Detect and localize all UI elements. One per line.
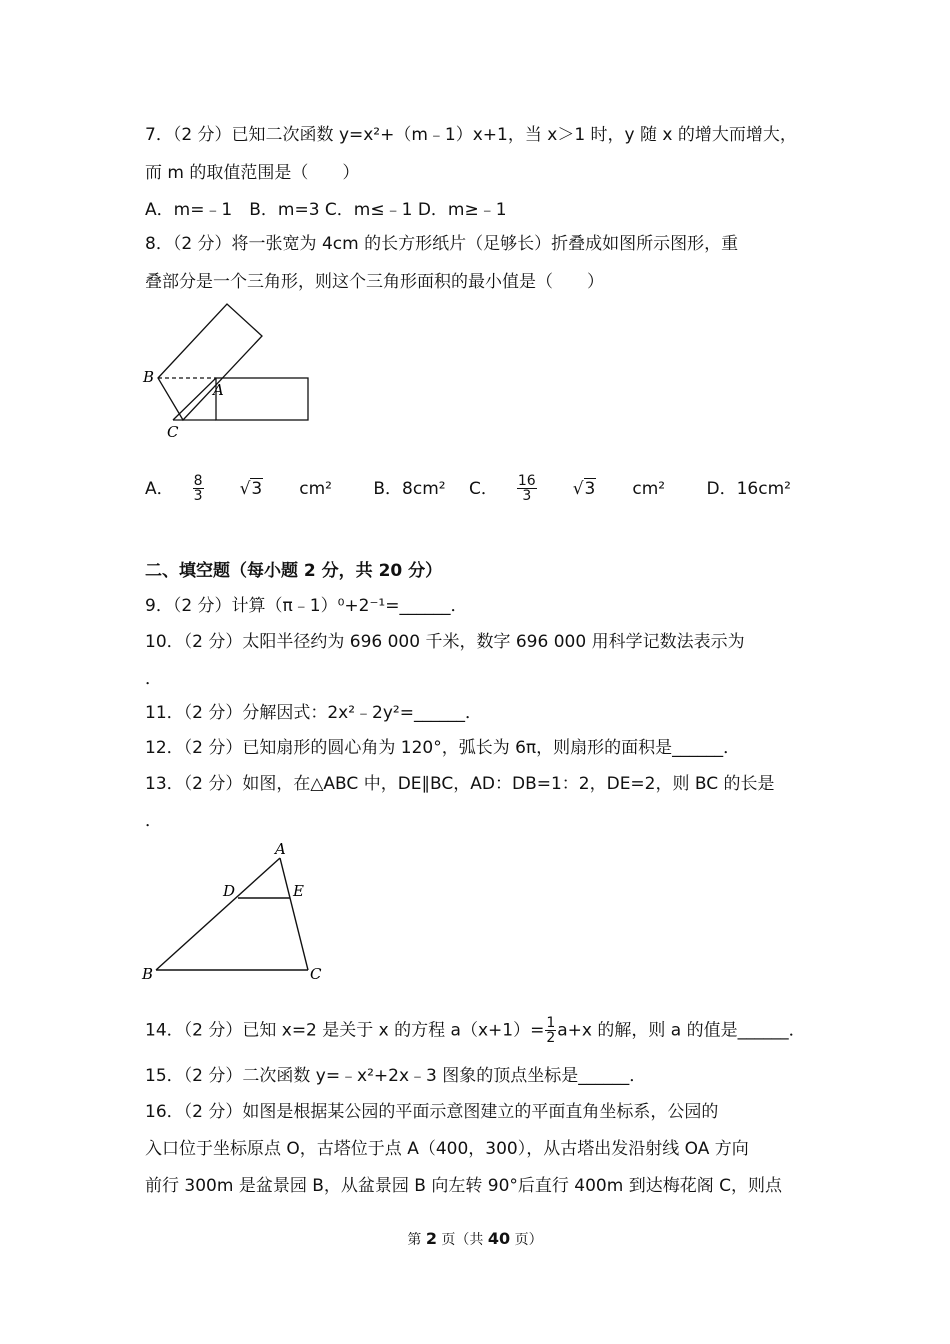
page-footer [0,1229,950,1249]
q8-line2: 叠部分是一个三角形，则这个三角形面积的最小值是（ ） [145,272,604,292]
q13-label-d: D [223,882,236,900]
q8-strip-upper [158,304,262,420]
q14-den: 2 [546,1030,556,1046]
footer-post: 页） [510,1232,543,1248]
q14-before: 14．（2 分）已知 x=2 是关于 x 的方程 a（x+1）= [145,1020,545,1041]
q8-options [145,474,809,503]
q8-label-a: A [213,381,224,399]
q9: 9．（2 分）计算（π﹣1）⁰+2⁻¹=______． [145,596,468,616]
footer-page-number: 2 [425,1229,437,1248]
q14 [145,1016,806,1045]
q16-line1: 16．（2 分）如图是根据某公园的平面示意图建立的平面直角坐标系，公园的 [145,1102,719,1122]
footer-pre: 第 [407,1232,426,1248]
q8-option-a [145,473,355,504]
q14-fraction [545,1016,556,1045]
q8-line1: 8．（2 分）将一张宽为 4cm 的长方形纸片（足够长）折叠成如图所示图形，重 [145,234,739,254]
q8-opt-a-prefix: A． [145,478,174,499]
q10-line1: 10．（2 分）太阳半径约为 696 000 千米，数字 696 000 用科学记数法表示为 [145,632,745,652]
q7-options: A．m=﹣1 B．m=3 C．m≤﹣1 D．m≥﹣1 [145,200,507,220]
q13-label-b: B [142,965,154,983]
q8-option-b: B．8cm² [373,478,446,499]
q16-line2: 入口位于坐标原点 O，古塔位于点 A（400，300），从古塔出发沿射线 OA 方向 [145,1139,749,1159]
q8-opt-a-den: 3 [193,488,203,504]
q8-label-b: B [143,368,155,386]
q8-label-c: C [167,423,179,441]
q8-opt-c-num: 16 [517,473,536,489]
q8-opt-a-rad: 3 [251,478,263,499]
q8-opt-a-num: 8 [193,473,203,489]
q8-opt-c-unit: cm² [632,478,666,499]
q8-opt-c-prefix: C． [468,478,498,499]
q8-opt-a-fraction [193,474,222,503]
q7-line1: 7．（2 分）已知二次函数 y=x²+（m﹣1）x+1，当 x＞1 时，y 随 x 的增大而增大， [145,125,797,145]
q7-line2: 而 m 的取值范围是（ ） [145,163,360,183]
q8-opt-c-fraction [517,474,555,503]
q15: 15．（2 分）二次函数 y=﹣x²+2x﹣3 图象的顶点坐标是______． [145,1066,647,1086]
q8-strip-lower [216,378,308,420]
q14-num: 1 [546,1015,556,1031]
q13-label-a: A [275,840,286,858]
q14-after: a+x 的解，则 a 的值是______． [557,1020,806,1041]
q8-opt-c-sqrt: √3 [572,478,596,499]
q13-side-ab [156,858,280,970]
q8-opt-a-sqrt: √3 [239,478,263,499]
q13-side-ac [280,858,308,970]
q8-figure [140,298,320,443]
q13-label-c: C [310,965,322,983]
q13-line1: 13．（2 分）如图，在△ABC 中，DE∥BC，AD：DB=1：2，DE=2，则 BC 的长是 [145,774,775,794]
q13-figure [140,838,330,988]
q13-label-e: E [293,882,304,900]
q13-line2: ． [145,811,162,831]
q8-option-d: D．16cm² [706,478,791,499]
q8-opt-c-rad: 3 [584,478,596,499]
footer-mid: 页（共 [436,1232,488,1248]
q10-line2: ． [145,669,162,689]
q8-option-c [468,473,689,504]
q8-opt-a-unit: cm² [299,478,332,499]
q8-fold-ac [173,378,216,420]
q8-opt-c-den: 3 [522,488,532,504]
section-2-title: 二、填空题（每小题 2 分，共 20 分） [145,561,443,581]
q11: 11．（2 分）分解因式：2x²﹣2y²=______． [145,703,482,723]
q16-line3: 前行 300m 是盆景园 B，从盆景园 B 向左转 90°后直行 400m 到达梅花阁 C，则点 [145,1176,782,1196]
footer-total-pages: 40 [487,1229,511,1248]
q12: 12．（2 分）已知扇形的圆心角为 120°，弧长为 6π，则扇形的面积是______． [145,738,741,758]
